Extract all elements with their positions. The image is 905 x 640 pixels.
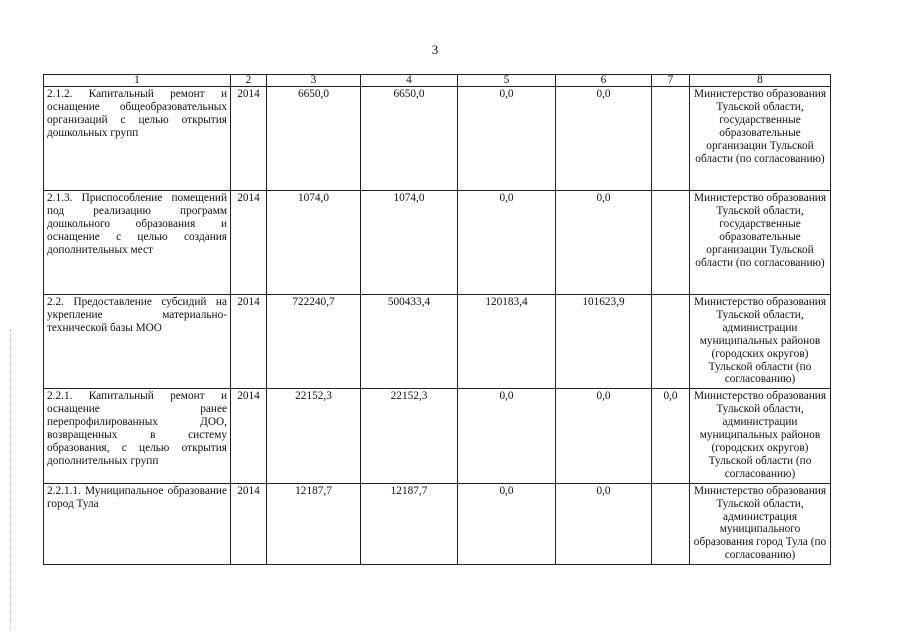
column-header: 1 [44,75,231,87]
amount-col7-cell [652,295,690,389]
scan-margin-marks [10,330,13,630]
year-cell: 2014 [231,483,267,564]
table-row [44,191,831,295]
measure-name: 2.1.2. Капитальный ремонт и оснащение общеобразовательных организаций с целью открытия дошкольных групп [44,87,231,191]
amount-col5-cell: 0,0 [458,389,556,483]
amount-col5-cell: 0,0 [458,191,556,295]
executor-cell: Министерство образования Тульской области, администрации муниципальных районов (городских округов) Тульской области (по согласованию) [690,389,831,483]
amount-total-cell: 722240,7 [267,295,361,389]
measure-name: 2.2.1. Капитальный ремонт и оснащение ранее перепрофилированных ДОО, возвращенных в систему образования, с целью открытия дополнительных групп [44,389,231,483]
amount-col5-cell: 0,0 [458,483,556,564]
column-header: 8 [690,75,831,87]
measure-name: 2.2. Предоставление субсидий на укрепление материально-технической базы МОО [44,295,231,389]
amount-col4-cell: 12187,7 [361,483,458,564]
amount-total-cell: 22152,3 [267,389,361,483]
year-cell: 2014 [231,87,267,191]
amount-col7-cell [652,483,690,564]
table-row [44,389,831,483]
amount-col7-cell [652,87,690,191]
amount-col4-cell: 22152,3 [361,389,458,483]
column-header: 5 [458,75,556,87]
table-row [44,87,831,191]
amount-col6-cell: 0,0 [556,389,652,483]
column-header: 4 [361,75,458,87]
column-header: 6 [556,75,652,87]
amount-total-cell: 1074,0 [267,191,361,295]
amount-col4-cell: 500433,4 [361,295,458,389]
executor-cell: Министерство образования Тульской области, государственные образовательные организации Тульской области (по согласованию) [690,87,831,191]
table-row [44,483,831,564]
amount-col7-cell: 0,0 [652,389,690,483]
column-header: 2 [231,75,267,87]
measure-name: 2.2.1.1. Муниципальное образование город Тула [44,483,231,564]
executor-cell: Министерство образования Тульской области, государственные образовательные организации Тульской области (по согласованию) [690,191,831,295]
executor-cell: Министерство образования Тульской области, администрации муниципальных районов (городских округов) Тульской области (по согласованию) [690,295,831,389]
measures-table [43,74,831,565]
table-row [44,295,831,389]
amount-col5-cell: 0,0 [458,87,556,191]
page-number: 3 [431,42,439,57]
year-cell: 2014 [231,389,267,483]
amount-col4-cell: 6650,0 [361,87,458,191]
amount-col6-cell: 0,0 [556,87,652,191]
measure-name: 2.1.3. Приспособление помещений под реализацию программ дошкольного образования и оснащение с целью создания дополнительных мест [44,191,231,295]
amount-total-cell: 12187,7 [267,483,361,564]
column-header: 3 [267,75,361,87]
column-header: 7 [652,75,690,87]
amount-col6-cell: 0,0 [556,191,652,295]
executor-cell: Министерство образования Тульской области, администрация муниципального образования город Тула (по согласованию) [690,483,831,564]
amount-col7-cell [652,191,690,295]
amount-col6-cell: 0,0 [556,483,652,564]
amount-col5-cell: 120183,4 [458,295,556,389]
year-cell: 2014 [231,191,267,295]
year-cell: 2014 [231,295,267,389]
amount-col4-cell: 1074,0 [361,191,458,295]
amount-col6-cell: 101623,9 [556,295,652,389]
table-header-row [44,75,831,87]
amount-total-cell: 6650,0 [267,87,361,191]
